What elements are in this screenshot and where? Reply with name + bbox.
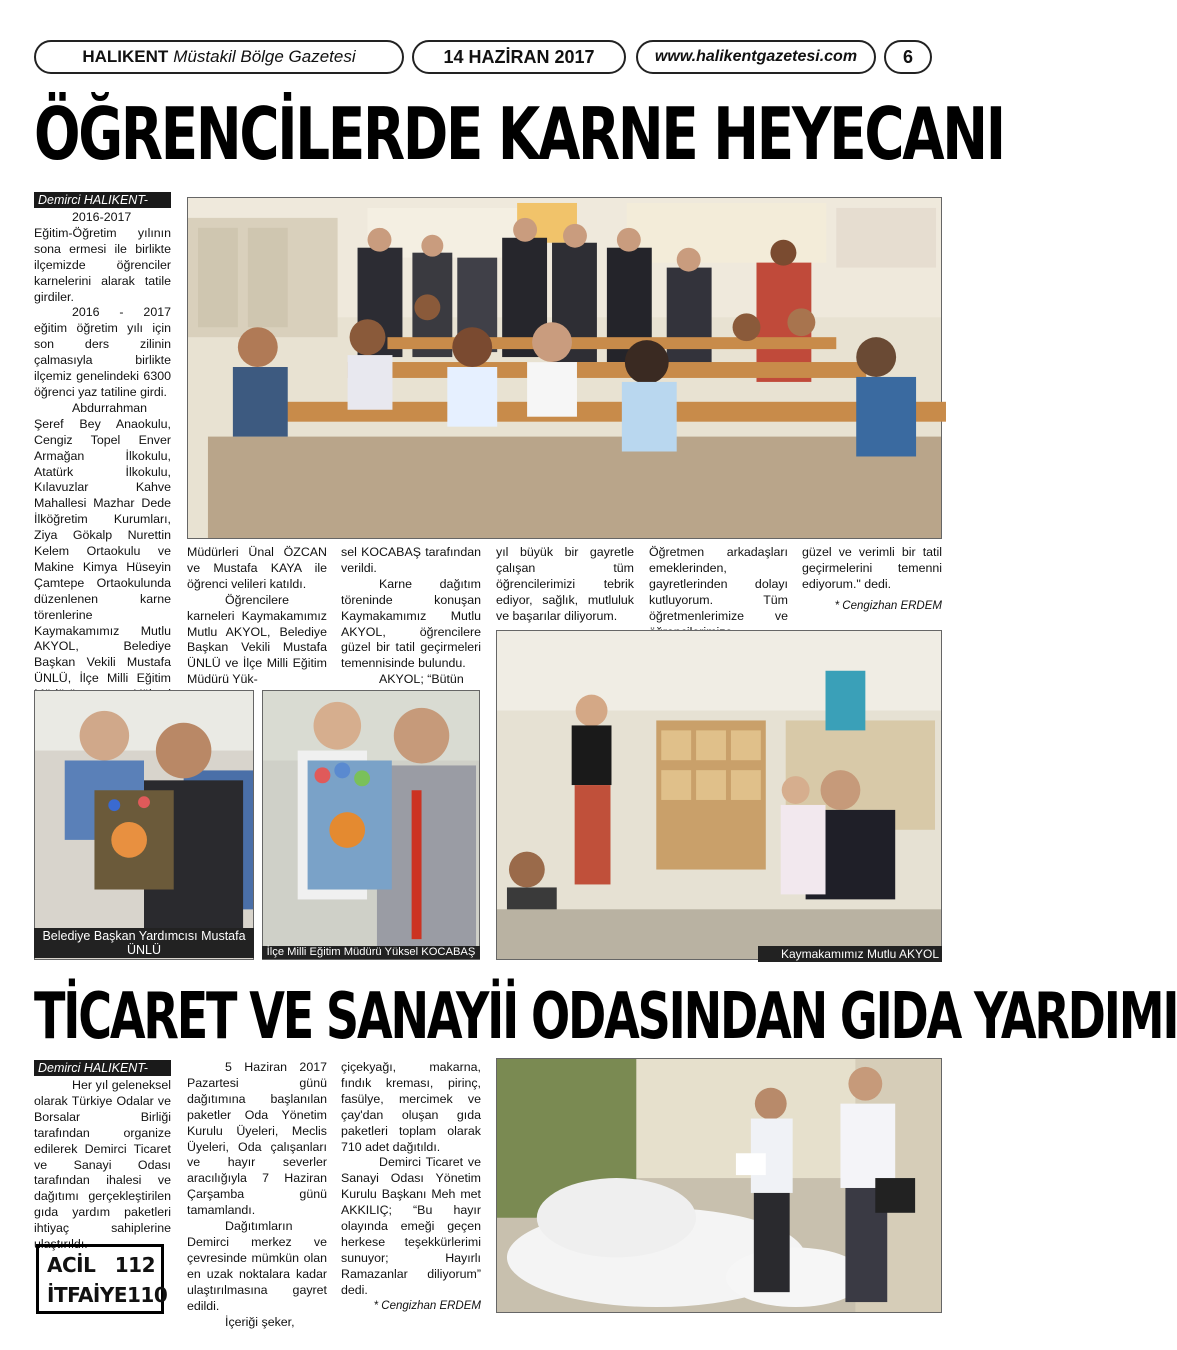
food-aid-photo xyxy=(496,1058,942,1313)
paragraph: 2016-2017 Eğitim-Öğretim yılının sona ermesi ile birlikte ilçemizde öğrenciler karnelerini alarak tatile girdiler. xyxy=(34,210,171,304)
emergency-number: 110 xyxy=(127,1283,168,1307)
emergency-label: İTFAİYE xyxy=(47,1283,128,1307)
article1-column-6 xyxy=(802,545,942,615)
article1-headline: ÖĞRENCİLERDE KARNE HEYECANI xyxy=(34,92,1004,176)
paragraph: Abdurrahman Şeref Bey Anaokulu, Cengiz Topel Enver Armağan İlkokulu, Atatürk İlkokulu, Kılavuzlar Kahve Mahallesi Mazhar Dede İlköğretim Kurumları, Ziya Gökalp Nurettin Kelem Ortaokulu ve Makine Kimya Hüseyin Çamtepe Ortaokulunda düzenlenen karne törenlerine Kaymakamımız Mutlu AKYOL, Belediye Başkan Vekili Mustafa ÜNLÜ, İlçe Milli Eğitim xyxy=(34,400,171,686)
paragraph: güzel ve verimli bir tatil geçirmelerini temenni ediyorum." dedi. xyxy=(802,545,942,591)
paragraph: yıl büyük bir gayretle çalışan tüm öğrencilerimizi tebrik ediyor, sağlık, mutluluk ve başarılar diliyorum. xyxy=(496,545,634,623)
paper-subtitle: Müstakil Bölge Gazetesi xyxy=(173,47,356,66)
paragraph: çiçekyağı, makarna, fındık kreması, pirinç, fasülye, mercimek ve çay'dan oluşan gıda paketleri toplam olarak 710 adet dağıtıldı. xyxy=(341,1060,481,1154)
article2-signature: * Cengizhan ERDEM xyxy=(373,1299,481,1312)
article1-column-3 xyxy=(341,545,481,688)
article1-column-1 xyxy=(34,210,171,719)
article1-byline: Demirci HALIKENT- xyxy=(34,192,171,208)
photo-education-director xyxy=(262,690,480,960)
article2-column-3 xyxy=(341,1060,481,1315)
issue-date: 14 HAZİRAN 2017 xyxy=(412,40,626,74)
paragraph: Karne dağıtım töreninde konuşan Kaymakamımız Mutlu AKYOL, öğrencilere güzel bir tatil geçirmeleri temennisinde bulundu. xyxy=(341,576,481,671)
article2-byline: Demirci HALIKENT- xyxy=(34,1060,171,1076)
paragraph: Demirci Ticaret ve Sanayi Odası Yönetim Kurulu Başkanı Meh met AKKILIÇ; “Bu hayır olayında emeği geçen herkese teşekkürlerimi sunuyor; Hayırlı Ramazanlar diliyorum” dedi. xyxy=(341,1155,481,1297)
article2-column-1 xyxy=(34,1078,171,1253)
photo-deputy-mayor xyxy=(34,690,254,960)
caption-deputy-mayor: Belediye Başkan Yardımcısı Mustafa ÜNLÜ xyxy=(34,928,254,958)
emergency-numbers-box xyxy=(36,1244,168,1314)
article1-column-2 xyxy=(187,545,327,688)
article1-column-4 xyxy=(496,545,634,625)
paragraph: Her yıl geleneksel olarak Türkiye Odalar ve Borsalar Birliği tarafından organize edilerek Demirci Ticaret ve Sanayi Odası tarafından ihalesi ve dağıtımı gerçekleştirilen gıda yardım paketleri ihtiyaç sahiplerine ulaştırıldı. xyxy=(34,1078,171,1252)
article1-signature: * Cengizhan ERDEM xyxy=(834,599,942,612)
emergency-label: ACİL xyxy=(47,1253,96,1277)
paragraph: sel KOCABAŞ tarafından verildi. xyxy=(341,545,481,575)
paragraph: 5 Haziran 2017 Pazartesi günü dağıtımına başlanılan paketler Oda Yönetim Kurulu Üyeleri, Meclis Üyeleri, Oda çalışanları ve hayır severler aracılığıyla 7 Haziran Çarşamba günü tamamlandı. xyxy=(187,1060,327,1218)
paragraph: 2016 - 2017 eğitim öğretim yılı için son ders zilinin çalmasıyla birlikte ilçemiz genelindeki 6300 öğrenci yaz tatiline girdi. xyxy=(34,305,171,399)
emergency-line-fire xyxy=(47,1280,168,1310)
caption-district-governor: Kaymakamımız Mutlu AKYOL xyxy=(758,946,942,962)
article2-column-2 xyxy=(187,1060,327,1330)
paper-title-box xyxy=(34,40,404,74)
paragraph: İçeriği şeker, xyxy=(225,1314,295,1329)
paragraph: Öğrencilere karneleri Kaymakamımız Mutlu AKYOL, Belediye Başkan Vekili Mustafa ÜNLÜ ve İlçe Milli Eğitim Müdürü Yük- xyxy=(187,592,327,687)
paragraph: Öğretmen arkadaşları emeklerinden, gayretlerinden dolayı kutluyorum. Tüm öğretmenlerimize ve xyxy=(649,545,788,623)
website-link[interactable]: www.halikentgazetesi.com xyxy=(636,40,876,74)
photo-district-governor xyxy=(496,630,942,960)
article1-column-5 xyxy=(649,545,788,640)
paper-name: HALIKENT xyxy=(82,47,169,66)
emergency-number: 112 xyxy=(114,1253,155,1277)
paragraph: Müdürleri Ünal ÖZCAN ve Mustafa KAYA ile öğrenci velileri katıldı. xyxy=(187,545,327,591)
paragraph: AKYOL; “Bütün xyxy=(379,672,464,687)
classroom-photo xyxy=(187,197,942,539)
page-number: 6 xyxy=(884,40,932,74)
paragraph: Dağıtımların Demirci merkez ve çevresinde mümkün olan en uzak noktalara kadar ulaştırılmasına gayret edildi. xyxy=(187,1219,327,1313)
caption-education-director: İlçe Milli Eğitim Müdürü Yüksel KOCABAŞ xyxy=(262,946,480,959)
emergency-line-ambulance xyxy=(47,1250,161,1280)
article2-headline: TİCARET VE SANAYİİ ODASINDAN GIDA YARDIMI xyxy=(34,980,1177,1054)
